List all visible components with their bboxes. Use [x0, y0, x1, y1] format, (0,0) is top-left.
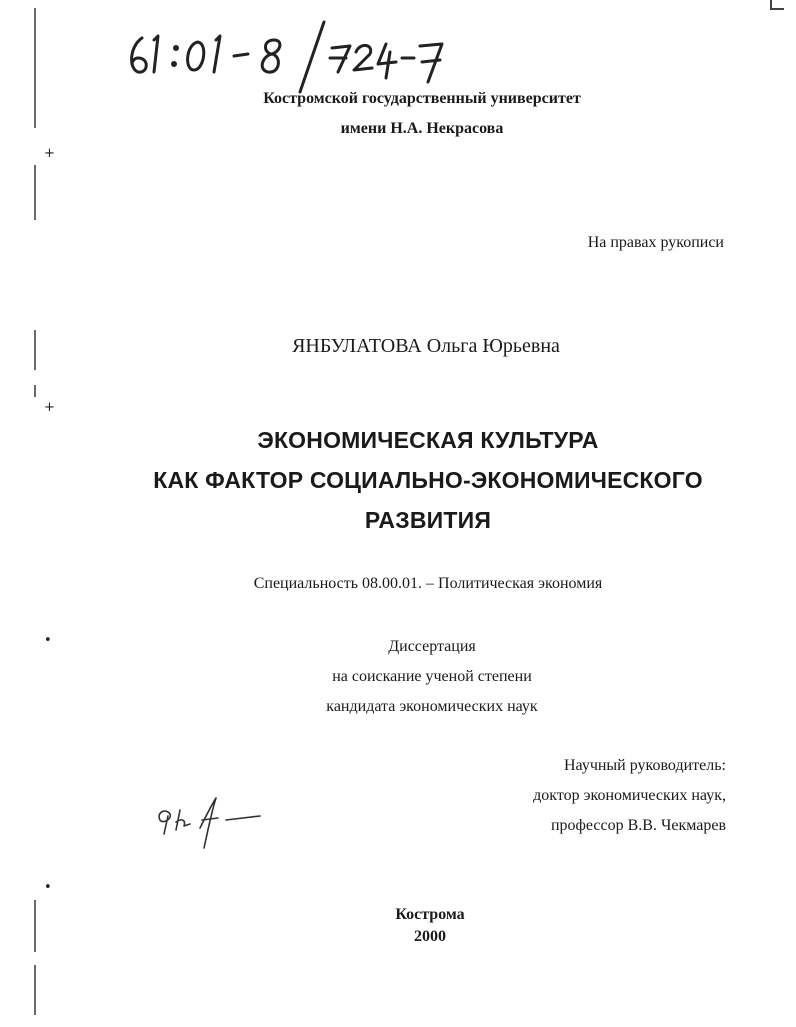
scan-mark: + — [44, 146, 55, 161]
scan-edge-line — [34, 165, 36, 220]
scan-corner-mark — [770, 0, 784, 10]
manuscript-rights-note: На правах рукописи — [587, 234, 724, 251]
specialty-line: Специальность 08.00.01. – Политическая экономия — [253, 575, 603, 592]
year: 2000 — [414, 928, 446, 945]
scan-edge-line — [34, 965, 36, 1015]
author-name: ЯНБУЛАТОВА Ольга Юрьевна — [292, 335, 560, 357]
title-line-2: КАК ФАКТОР СОЦИАЛЬНО-ЭКОНОМИЧЕСКОГО — [153, 467, 703, 493]
scan-mark: • — [44, 633, 52, 648]
supervisor-degree: доктор экономических наук, — [533, 787, 726, 804]
handwritten-signature — [150, 790, 270, 850]
title-line-3: РАЗВИТИЯ — [364, 507, 492, 533]
city: Кострома — [395, 906, 465, 923]
scan-mark: + — [44, 400, 55, 415]
dissertation-type: Диссертация — [388, 638, 476, 655]
supervisor-heading: Научный руководитель: — [563, 757, 726, 774]
scan-mark: • — [44, 880, 52, 895]
supervisor-name: профессор В.В. Чекмарев — [550, 817, 726, 834]
scan-edge-line — [34, 385, 36, 397]
dissertation-purpose: на соискание ученой степени — [332, 668, 532, 685]
university-name: Костромской государственный университет — [263, 90, 581, 107]
university-dedication: имени Н.А. Некрасова — [340, 120, 504, 137]
title-line-1: ЭКОНОМИЧЕСКАЯ КУЛЬТУРА — [257, 427, 599, 453]
dissertation-degree: кандидата экономических наук — [326, 698, 538, 715]
